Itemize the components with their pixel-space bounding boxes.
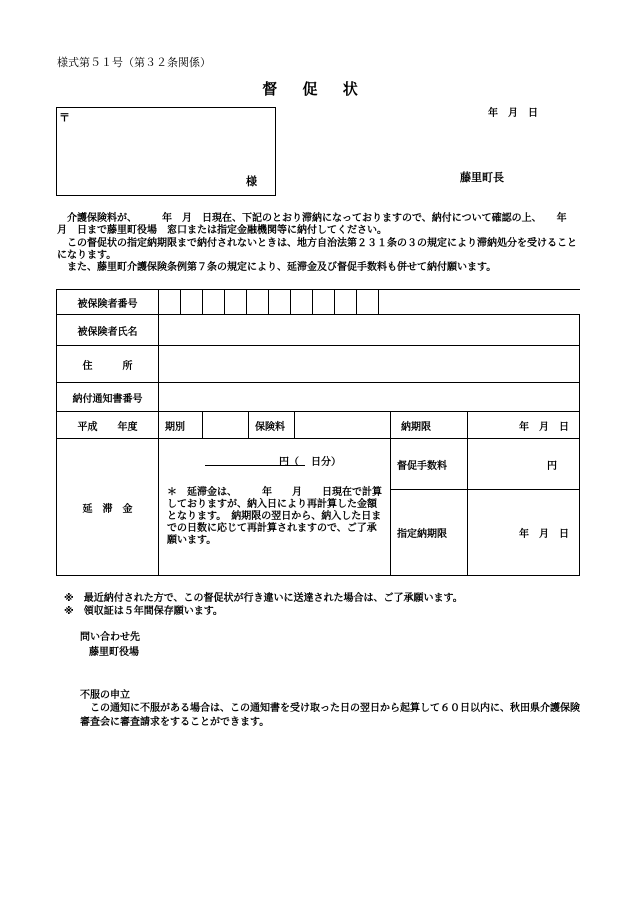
contact-office: 藤里町役場 — [89, 647, 139, 658]
note-2: ※ 領収証は５年間保存願います。 — [64, 606, 223, 617]
address-label: 住 所 — [57, 346, 159, 383]
late-fee-days: 日分） — [311, 457, 341, 468]
issuer-name: 藤里町長 — [460, 171, 504, 184]
notice-number-value — [159, 383, 580, 412]
late-fee-label: 延 滞 金 — [57, 439, 159, 576]
fiscal-year-label: 平成 年度 — [57, 412, 159, 439]
premium-value — [295, 412, 391, 439]
insured-name-value — [159, 315, 580, 346]
digit-box — [159, 290, 181, 314]
notice-number-label: 納付通知書番号 — [57, 383, 159, 412]
postal-mark: 〒 — [59, 111, 70, 124]
digit-box — [225, 290, 247, 314]
period-label: 期別 — [159, 412, 203, 439]
fee-unit: 円 — [468, 439, 580, 490]
recipient-address-box — [56, 107, 276, 196]
due-date: 年 月 日 — [468, 412, 580, 439]
note-1: ※ 最近納付された方で、この督促状が行き違いに送達された場合は、ご了承願います。 — [64, 593, 463, 604]
address-suffix: 様 — [246, 175, 257, 188]
late-fee-note: ＊ 延滞金は、 年 月 日現在で計算しておりますが、納入日により再計算した金額となります。 納期限の翌日から、納入した日までの日数に応じて再計算されますので、ご了承願います。 — [167, 487, 382, 546]
period-value — [203, 412, 249, 439]
digit-box — [203, 290, 225, 314]
digit-box — [357, 290, 379, 314]
digit-box — [335, 290, 357, 314]
fee-label: 督促手数料 — [391, 439, 468, 490]
address-value — [159, 346, 580, 383]
digit-box — [269, 290, 291, 314]
paragraph-3: また、藤里町介護保険条例第７条の規定により、延滞金及び督促手数料も併せて納付願います。 — [57, 262, 497, 273]
paragraph-1: 介護保険料が、 年 月 日現在、下記のとおり滞納になっておりますので、納付について確認の上、 年 月 日まで藤里町役場 窓口または指定金融機関等に納付してください。 — [57, 213, 577, 236]
digit-box — [181, 290, 203, 314]
contact-heading: 問い合わせ先 — [80, 632, 140, 643]
billing-table — [56, 289, 580, 576]
late-fee-cell — [159, 439, 391, 576]
digit-box — [247, 290, 269, 314]
objection-text: この通知に不服がある場合は、この通知書を受け取った日の翌日から起算して６０日以内に、秋田県介護保険審査会に審査請求をすることができます。 — [80, 703, 580, 728]
designated-due-date: 年 月 日 — [468, 490, 580, 576]
insured-number-digits — [159, 290, 580, 315]
form-number: 様式第５１号（第３２条関係） — [57, 56, 211, 69]
late-fee-yen: 円（ — [279, 457, 299, 468]
paragraph-2: この督促状の指定納期限まで納付されないときは、地方自治法第２３１条の３の規定により滞納処分を受けることになります。 — [57, 238, 577, 261]
digit-box — [313, 290, 335, 314]
objection-heading: 不服の申立 — [80, 690, 130, 701]
issue-date: 年 月 日 — [488, 108, 538, 119]
premium-label: 保険料 — [249, 412, 295, 439]
insured-number-label: 被保険者番号 — [57, 290, 159, 315]
digit-box — [291, 290, 313, 314]
page-title: 督 促 状 — [262, 80, 368, 98]
notes — [64, 592, 463, 618]
insured-name-label: 被保険者氏名 — [57, 315, 159, 346]
due-label: 納期限 — [391, 412, 468, 439]
designated-due-label: 指定納期限 — [391, 490, 468, 576]
